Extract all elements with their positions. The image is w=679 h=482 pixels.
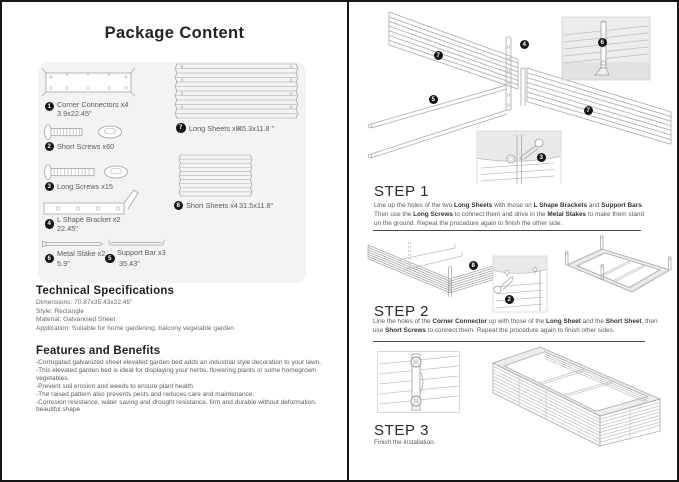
item-dimension: 3.9x22.45": [57, 109, 92, 118]
spec-line: Material: Galvanised Sheet: [36, 316, 116, 324]
spec-line: Application: Suitable for home gardening, balcony vegetable garden: [36, 324, 234, 332]
item-dimension: 5.9": [57, 258, 70, 268]
short-screw-inset: [493, 256, 547, 312]
feature-line: -Prevent soil erosion and weeds to ensure plant health.: [36, 382, 195, 390]
item-dimension: 45.3x11.8 ": [238, 123, 275, 133]
diagram-marker: 8: [469, 261, 479, 271]
page-title: Package Content: [104, 24, 245, 42]
tech-specs-heading: Technical Specifications: [36, 285, 175, 297]
diagram-marker: 5: [429, 95, 439, 105]
feature-line: -Corrosion resistance, water saving and drought resistance, firm and durable without deformation, beautiful shape: [36, 398, 317, 414]
feature-line: -Corrugated galvanized sheet elevated garden bed adds an industrial style decoration to your lawn.: [36, 359, 322, 366]
step1-diagram: [349, 2, 677, 184]
step3-text: Finish the installation.: [374, 439, 436, 446]
tech-specs-list: [36, 299, 336, 333]
step1-heading: STEP 1: [374, 183, 430, 200]
features-list: [36, 359, 338, 414]
item-label: Long Screws x15: [57, 182, 113, 191]
feature-line: -The raised pattern also prevents pests and reduces care and maintenance.: [36, 390, 255, 398]
long-screw-inset: [477, 131, 561, 184]
l-bracket-drawing: [44, 190, 138, 214]
item-label: Short Sheets x4: [186, 201, 238, 210]
corner-connector-drawing: [42, 68, 135, 96]
step2-text: Line the holes of the Corner Connector up with those of the Long Sheet and the Short Sheet, then use Short Screws to connect them. Repeat the procedure again to finish other sides.: [373, 318, 658, 334]
support-bar-drawing: [109, 240, 165, 246]
item-label: Support Bar x3: [117, 247, 166, 257]
item-label: L Shape Bracket x2: [57, 214, 121, 224]
diagram-marker: 2: [505, 295, 515, 305]
item-number-badge: 5: [105, 254, 115, 264]
long-sheet-left-drawing: [389, 12, 518, 89]
diagram-marker: 6: [598, 38, 608, 48]
item-number-badge: 1: [45, 102, 55, 112]
features-heading: Features and Benefits: [36, 345, 161, 357]
item-number-badge: 7: [176, 123, 186, 133]
item-number-badge: 8: [174, 201, 184, 211]
long-sheets-drawing: [175, 64, 298, 118]
step3-heading: STEP 3: [374, 422, 430, 439]
item-label: Short Screws x60: [57, 142, 115, 151]
diagram-marker: 4: [520, 40, 530, 50]
feature-line: -This elevated garden bed is ideal for displaying your herbs, flowering plants or some homegrown vegetables.: [36, 366, 317, 382]
short-sheets-drawing: [179, 155, 252, 196]
step2-heading: STEP 2: [374, 303, 430, 320]
item-number-badge: 3: [45, 182, 55, 192]
package-content-box: [38, 62, 306, 283]
metal-stake-drawing: [43, 241, 103, 247]
diagram-marker: 3: [537, 153, 547, 163]
diagram-marker: 7: [434, 51, 444, 61]
right-page: [349, 2, 679, 480]
metal-stake-inset: [562, 17, 650, 80]
section-divider: [373, 230, 641, 231]
item-dimension: 35.43": [119, 258, 140, 268]
item-label: Metal Stake x2: [57, 249, 106, 258]
item-number-badge: 2: [45, 142, 55, 152]
step2-diagram: [357, 235, 677, 313]
spec-line: Dimensions: 70.87x35.43x22.45": [36, 299, 133, 306]
step3-connector-inset: [377, 351, 460, 413]
item-label: Long Sheets x8: [189, 123, 240, 133]
item-label: Corner Connectors x4: [57, 99, 129, 109]
diagram-marker: 7: [584, 106, 594, 116]
short-screw-drawing: [45, 125, 122, 140]
item-dimension: 22.45": [57, 224, 78, 233]
long-screw-drawing: [45, 165, 128, 180]
item-dimension: 31.5x11.8": [239, 201, 274, 210]
inner-walls-and-floor: [539, 354, 648, 403]
spec-line: Style: Rectangle: [36, 307, 85, 315]
item-number-badge: 6: [45, 254, 55, 264]
frame-assembly-drawing: [566, 236, 672, 292]
item-number-badge: 4: [45, 219, 55, 229]
step1-text: Line up the holes of the two Long Sheets with those on L Shape Brackets and Support Bars. Then use the Long Screws to connect them and drive in the Metal Stakes to make them stand on the ground. Repeat the procedure again to finish the other side.: [374, 202, 644, 227]
